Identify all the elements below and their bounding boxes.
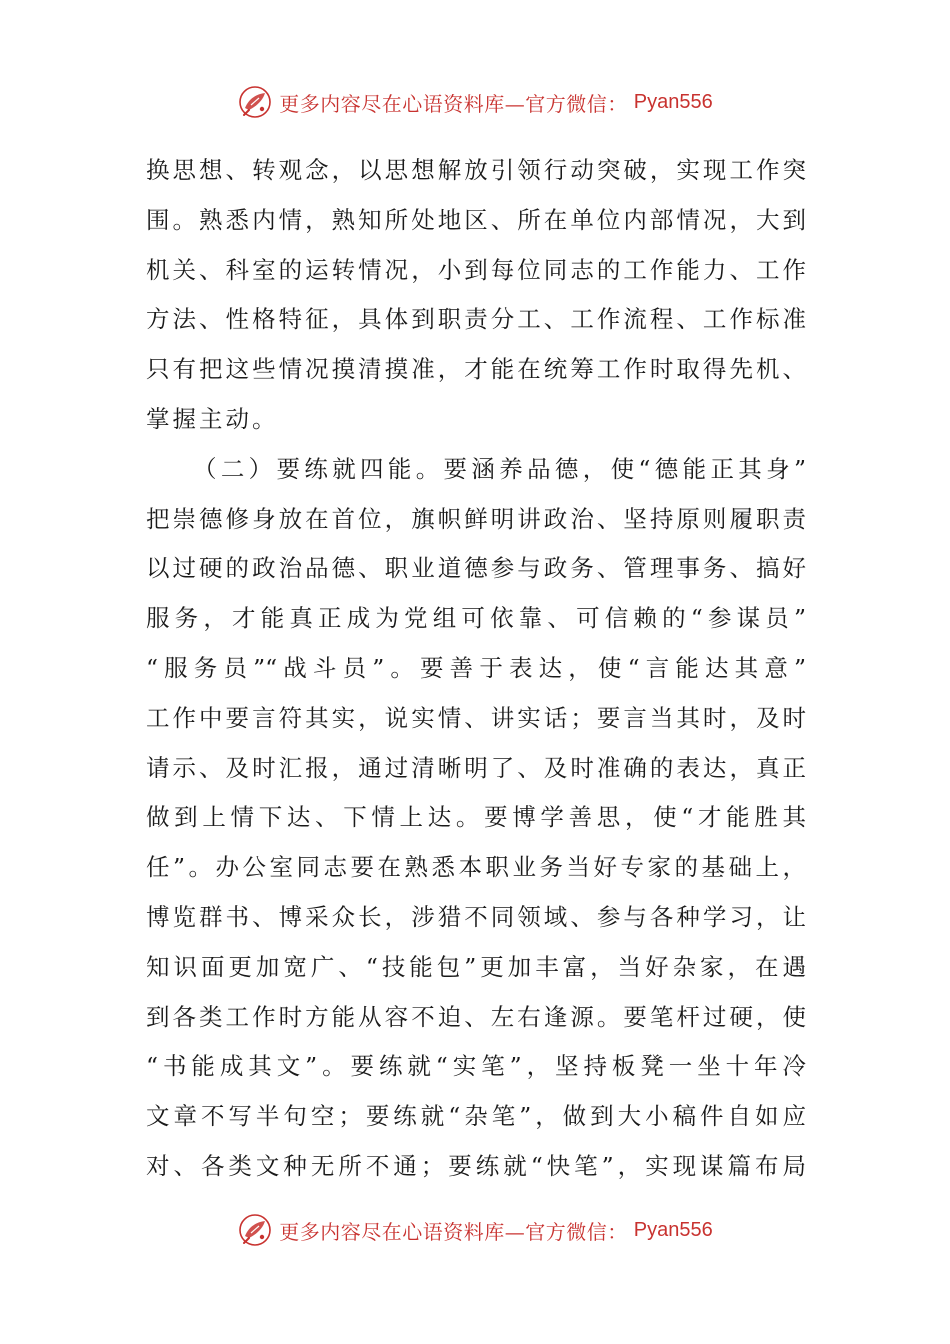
text-line: 服务，才能真正成为党组可依靠、可信赖的“参谋员” bbox=[146, 604, 806, 633]
header-banner-wechat-id: Pyan556 bbox=[633, 90, 713, 113]
text-line: “服务员”“战斗员”。要善于表达，使“言能达其意” bbox=[146, 653, 806, 682]
header-banner-text: 更多内容尽在心语资料库—官方微信： bbox=[279, 91, 628, 116]
text-line: （二）要练就四能。要涵养品德，使“德能正其身” bbox=[193, 454, 806, 483]
text-line: 把崇德修身放在首位，旗帜鲜明讲政治、坚持原则履职责 bbox=[146, 504, 806, 533]
text-line: 换思想、转观念，以思想解放引领行动突破，实现工作突 bbox=[146, 156, 806, 184]
footer-banner-text: 更多内容尽在心语资料库—官方微信： bbox=[279, 1219, 628, 1244]
text-line: 只有把这些情况摸清摸准，才能在统筹工作时取得先机、 bbox=[146, 355, 806, 384]
text-line: 做到上情下达、下情上达。要博学善思，使“才能胜其 bbox=[146, 803, 806, 832]
text-line: 方法、性格特征，具体到职责分工、工作流程、工作标准 bbox=[146, 305, 806, 334]
text-line: 请示、及时汇报，通过清晰明了、及时准确的表达，真正 bbox=[146, 753, 806, 782]
text-line: 掌握主动。 bbox=[146, 404, 279, 433]
text-line: “书能成其文”。要练就“实笔”，坚持板凳一坐十年冷 bbox=[146, 1052, 806, 1081]
pen-nib-logo-icon bbox=[237, 84, 273, 120]
text-line: 对、各类文种无所不通；要练就“快笔”，实现谋篇布局 bbox=[146, 1151, 806, 1180]
header-banner bbox=[0, 82, 950, 122]
document-body bbox=[146, 146, 806, 1192]
text-line: 到各类工作时方能从容不迫、左右逢源。要笔杆过硬，使 bbox=[146, 1002, 806, 1031]
text-line: 文章不写半句空；要练就“杂笔”，做到大小稿件自如应 bbox=[146, 1102, 806, 1131]
paragraph-1 bbox=[146, 146, 806, 445]
text-line: 知识面更加宽广、“技能包”更加丰富，当好杂家，在遇 bbox=[146, 952, 806, 981]
footer-banner-wechat-id: Pyan556 bbox=[633, 1218, 713, 1241]
text-line: 机关、科室的运转情况，小到每位同志的工作能力、工作 bbox=[146, 255, 806, 284]
text-line: 博览群书、博采众长，涉猎不同领域、参与各种学习，让 bbox=[146, 902, 806, 931]
footer-banner bbox=[0, 1210, 950, 1250]
text-line: 围。熟悉内情，熟知所处地区、所在单位内部情况，大到 bbox=[146, 205, 806, 234]
text-line: 任”。办公室同志要在熟悉本职业务当好专家的基础上， bbox=[146, 853, 806, 882]
paragraph-2 bbox=[146, 445, 806, 1192]
text-line: 工作中要言符其实，说实情、讲实话；要言当其时，及时 bbox=[146, 703, 806, 732]
pen-nib-logo-icon bbox=[237, 1212, 273, 1248]
text-line: 以过硬的政治品德、职业道德参与政务、管理事务、搞好 bbox=[146, 554, 806, 583]
